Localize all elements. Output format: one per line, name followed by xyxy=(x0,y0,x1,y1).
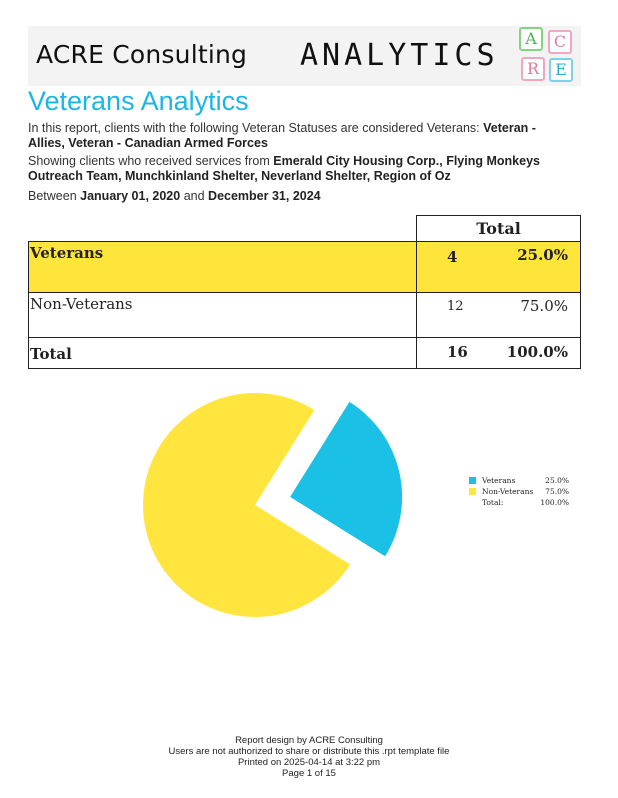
legend-item-total xyxy=(469,498,575,509)
legend-swatch xyxy=(469,488,476,495)
row-label: Total xyxy=(29,338,417,369)
legend-label: Non-Veterans xyxy=(482,487,534,496)
between-label: Between xyxy=(28,189,77,203)
start-date: January 01, 2020 xyxy=(80,189,181,203)
legend-swatch xyxy=(469,477,476,484)
logo-block-r: R xyxy=(521,57,545,81)
total-column-header: Total xyxy=(417,216,581,242)
page-title: Veterans Analytics xyxy=(28,86,249,116)
legend-item-veterans xyxy=(469,476,575,487)
page-footer xyxy=(0,735,618,779)
pie-slice-veterans xyxy=(290,402,402,556)
footer-printed-on: Printed on 2025-04-14 at 3:22 pm xyxy=(237,757,381,768)
legend-value: 75.0% xyxy=(545,487,569,496)
chart-legend xyxy=(469,476,575,509)
row-count: 12 xyxy=(447,299,464,314)
statuses-list: Veteran - Allies, Veteran - Canadian Armed Forces xyxy=(28,121,536,150)
row-percent: 75.0% xyxy=(520,297,568,315)
legend-label: Veterans xyxy=(482,476,516,485)
legend-value: 25.0% xyxy=(545,476,569,485)
providers-intro: Showing clients who received services from xyxy=(28,154,270,168)
logo-block-a: A xyxy=(519,27,543,51)
row-count: 16 xyxy=(447,343,468,361)
legend-item-non-veterans xyxy=(469,487,575,498)
row-label: Non-Veterans xyxy=(29,293,417,338)
legend-label: Total: xyxy=(482,498,504,507)
brand-subtitle: ANALYTICS xyxy=(300,38,499,73)
row-count: 4 xyxy=(447,248,458,266)
row-percent: 25.0% xyxy=(517,246,568,264)
logo-block-c: C xyxy=(548,30,572,54)
footer-design-credit: Report design by ACRE Consulting xyxy=(235,735,383,746)
footer-license-notice: Users are not authorized to share or distribute this .rpt template file xyxy=(168,746,450,757)
legend-value: 100.0% xyxy=(540,498,569,507)
statuses-intro: In this report, clients with the following Veteran Statuses are considered Veterans: xyxy=(28,121,480,135)
and-label: and xyxy=(183,189,205,203)
row-percent: 100.0% xyxy=(506,343,568,361)
logo-block-e: E xyxy=(549,58,573,82)
footer-page-number: Page 1 of 15 xyxy=(282,768,336,779)
row-label: Veterans xyxy=(29,242,417,293)
brand-name: ACRE Consulting xyxy=(36,40,248,69)
end-date: December 31, 2024 xyxy=(208,189,321,203)
providers-list: Emerald City Housing Corp., Flying Monkeys Outreach Team, Munchkinland Shelter, Neverland Shelter, Region of Oz xyxy=(28,154,540,183)
